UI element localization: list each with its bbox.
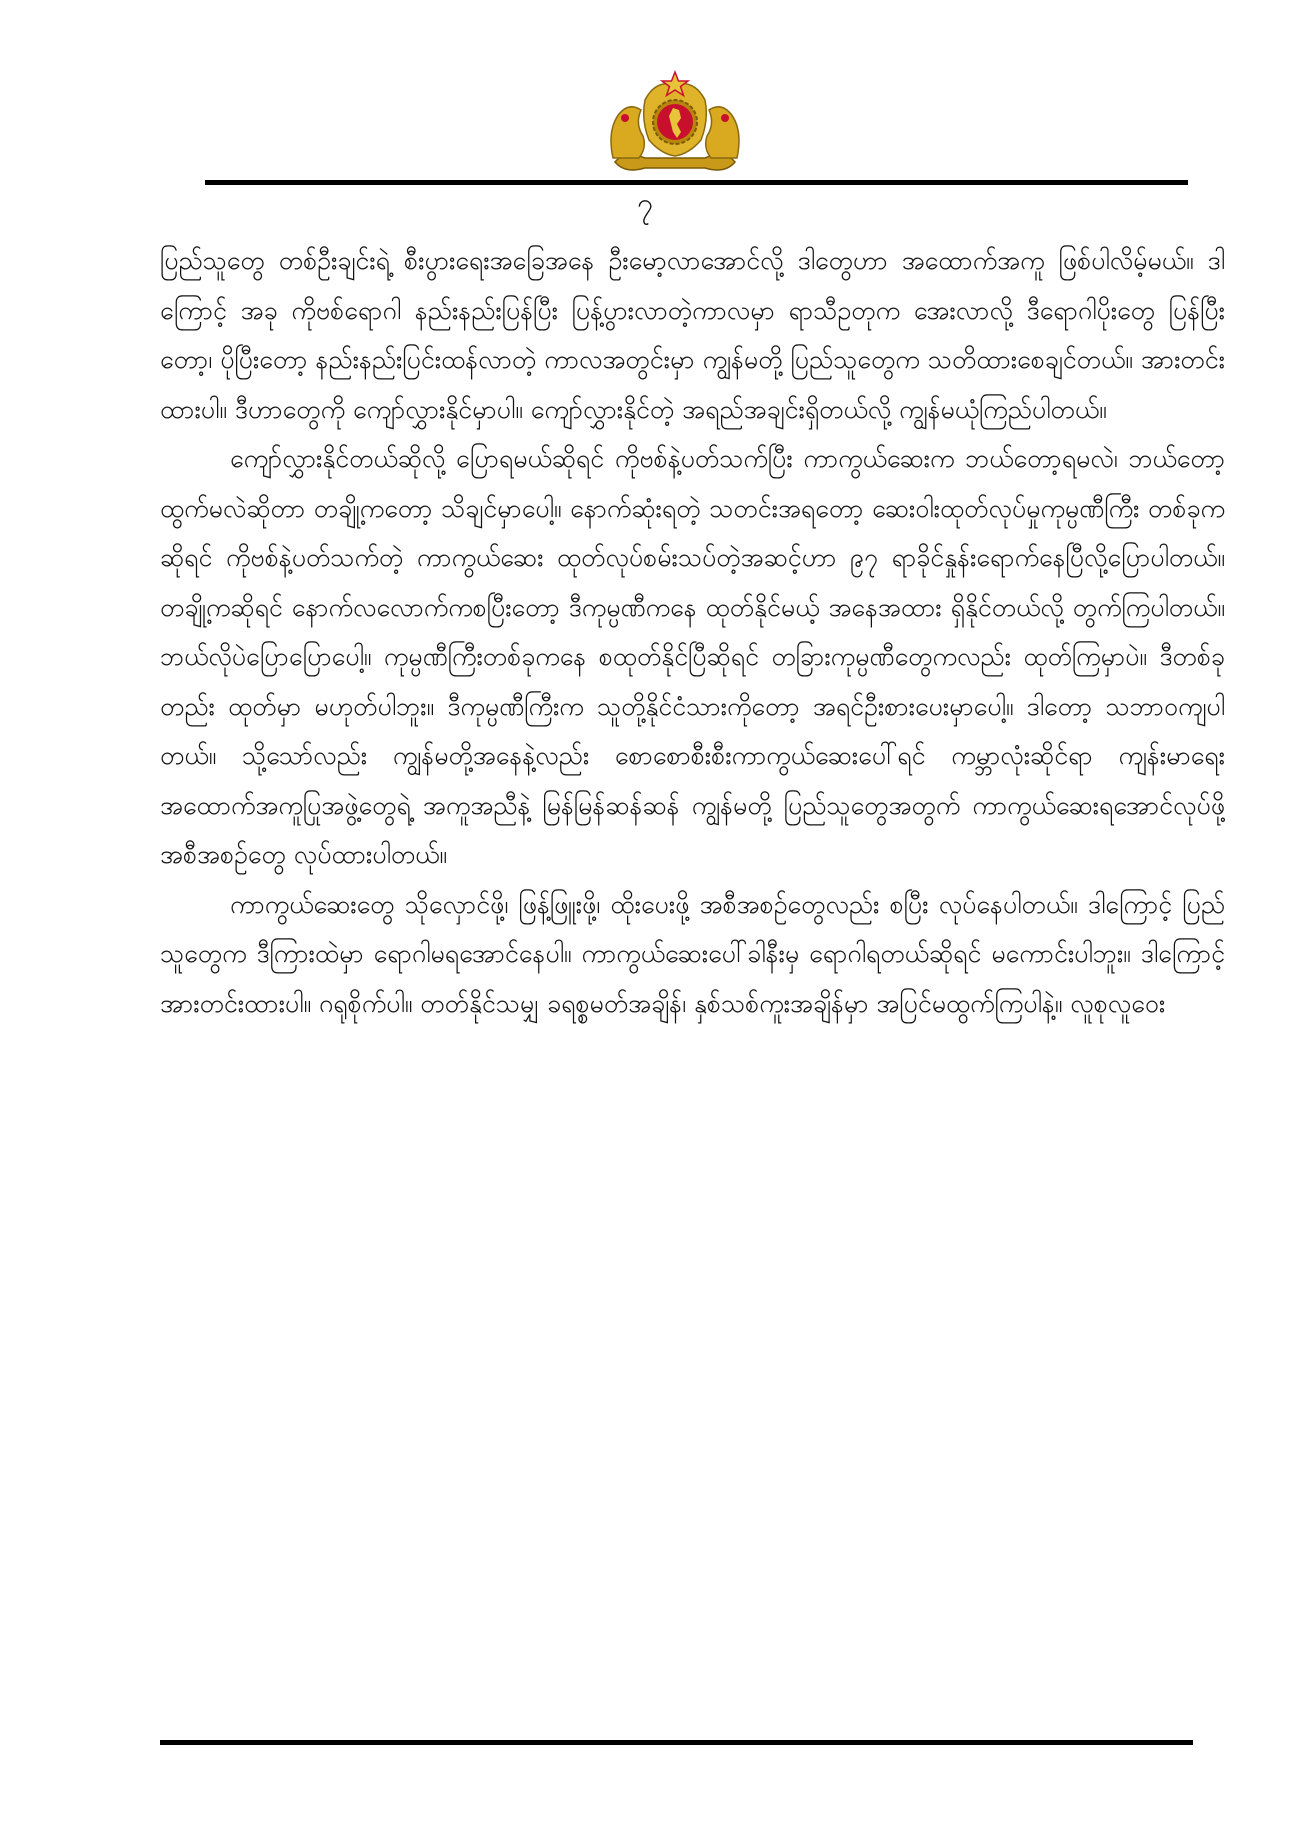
state-seal-emblem (605, 70, 745, 182)
paragraph: ကာကွယ်ဆေးတွေ သိုလှောင်ဖို့၊ ဖြန့်ဖြူးဖို့၊ ထိုးပေးဖို့ အစီအစဉ်တွေလည်း စပြီး လုပ်နေပါတယ်။ ဒါကြောင့် ပြည်သူတွေက ဒီကြားထဲမှာ ရောဂါမရအောင်နေပါ။ ကာကွယ်ဆေးပေါ်ခါနီးမှ ရောဂါရတယ်ဆိုရင် မကောင်းပါဘူး။ ဒါကြောင့် အားတင်းထားပါ။ ဂရုစိုက်ပါ။ တတ်နိုင်သမျှ ခရစ္စမတ်အချိန်၊ နှစ်သစ်ကူးအချိန်မှာ အပြင်မထွက်ကြပါနဲ့။ လူစုလူဝေး (160, 889, 1225, 1018)
footer-rule (160, 1740, 1193, 1745)
emblem-right-lion (706, 107, 739, 158)
paragraph: ပြည်သူတွေ တစ်ဦးချင်းရဲ့ စီးပွားရေးအခြေအနေ ဦးမော့လာအောင်လို့ ဒါတွေဟာ အထောက်အကူ ဖြစ်ပါလိမ့်မယ်။ ဒါကြောင့် အခု ကိုဗစ်ရောဂါ နည်းနည်းပြန်ပြီး ပြန့်ပွားလာတဲ့ကာလမှာ ရာသီဥတုက အေးလာလို့ ဒီရောဂါပိုးတွေ ပြန်ပြီးတော့၊ ပိုပြီးတော့ နည်းနည်းပြင်းထန်လာတဲ့ ကာလအတွင်းမှာ ကျွန်မတို့ ပြည်သူတွေက သတိထားစေချင်တယ်။ အားတင်းထားပါ။ ဒီဟာတွေကို ကျော်လွှားနိုင်မှာပါ။ ကျော်လွှားနိုင်တဲ့ အရည်အချင်းရှိတယ်လို့ ကျွန်မယုံကြည်ပါတယ်။ (160, 246, 1225, 424)
header-rule (205, 180, 1188, 185)
page-number: ၇ (637, 187, 653, 220)
emblem-left-lion (611, 107, 644, 158)
paragraph: ကျော်လွှားနိုင်တယ်ဆိုလို့ ပြောရမယ်ဆိုရင် ကိုဗစ်နဲ့ပတ်သက်ပြီး ကာကွယ်ဆေးက ဘယ်တော့ရမလဲ၊ ဘယ်တော့ ထွက်မလဲဆိုတာ တချို့ကတော့ သိချင်မှာပေါ့။ နောက်ဆုံးရတဲ့ သတင်းအရတော့ ဆေးဝါးထုတ်လုပ်မှုကုမ္ပဏီကြီး တစ်ခုကဆိုရင် ကိုဗစ်နဲ့ပတ်သက်တဲ့ ကာကွယ်ဆေး ထုတ်လုပ်စမ်းသပ်တဲ့အဆင့်ဟာ ၉၇ ရာခိုင်နှုန်းရောက်နေပြီလို့ပြောပါတယ်။ တချို့ကဆိုရင် နောက်လလောက်ကစပြီးတော့ ဒီကုမ္ပဏီကနေ ထုတ်နိုင်မယ့် အနေအထား ရှိနိုင်တယ်လို့ တွက်ကြပါတယ်။ ဘယ်လိုပဲပြောပြောပေါ့။ ကုမ္ပဏီကြီးတစ်ခုကနေ စထုတ်နိုင်ပြီဆိုရင် တခြားကုမ္ပဏီတွေကလည်း ထုတ်ကြမှာပဲ။ ဒီတစ်ခုတည်း ထုတ်မှာ မဟုတ်ပါဘူး။ ဒီကုမ္ပဏီကြီးက သူတို့နိုင်ငံသားကိုတော့ အရင်ဦးစားပေးမှာပေါ့။ ဒါတော့ သဘာဝကျပါတယ်။ သို့သော်လည်း ကျွန်မတို့အနေနဲ့လည်း စောစောစီးစီးကာကွယ်ဆေးပေါ်ရင် ကမ္ဘာလုံးဆိုင်ရာ ကျန်းမာရေးအထောက်အကူပြုအဖွဲ့တွေရဲ့ အကူအညီနဲ့ မြန်မြန်ဆန်ဆန် ကျွန်မတို့ ပြည်သူတွေအတွက် ကာကွယ်ဆေးရအောင်လုပ်ဖို့ အစီအစဉ်တွေ လုပ်ထားပါတယ်။ (160, 444, 1225, 869)
body-text (160, 236, 1225, 1028)
